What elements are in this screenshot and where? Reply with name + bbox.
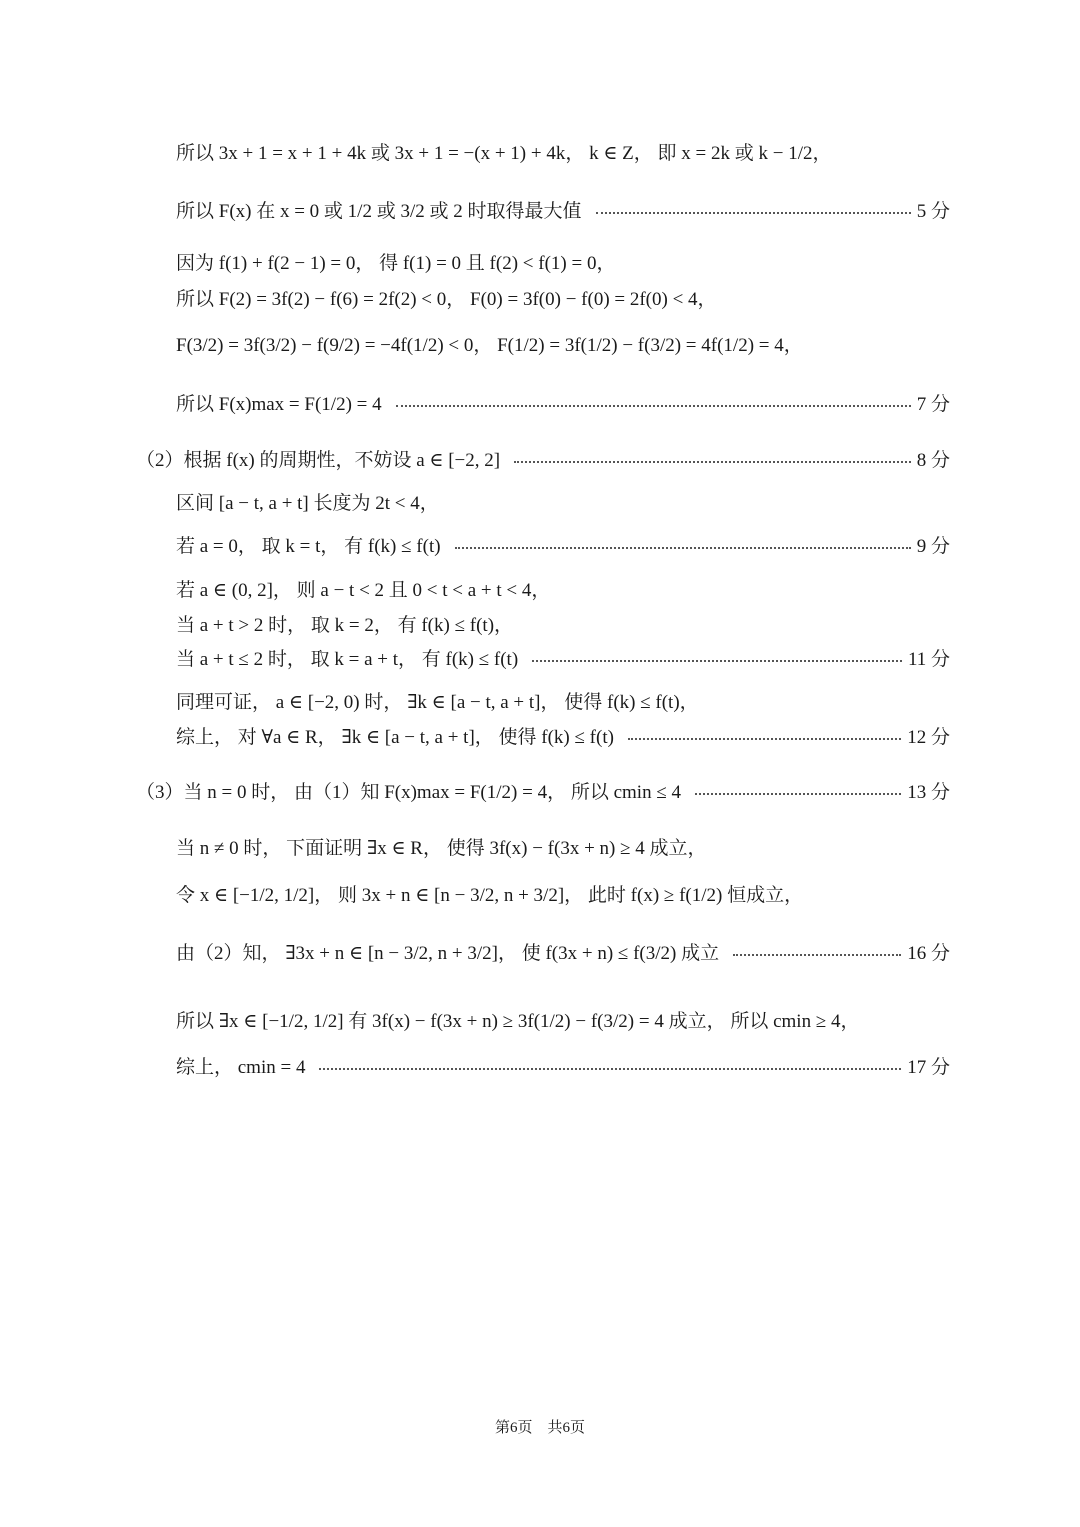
- line-20: [176, 1052, 950, 1079]
- line-10: [176, 575, 950, 602]
- score-mark: 7 分: [916, 394, 950, 415]
- line-text: 所以 3x + 1 = x + 1 + 4k 或 3x + 1 = −(x + 1) + 4k， k ∈ Z， 即 x = 2k 或 k − 1/2，: [176, 143, 832, 164]
- line-text: 综上， 对 ∀a ∈ R， ∃k ∈ [a − t, a + t]， 使得 f(k) ≤ f(t): [176, 727, 614, 748]
- line-3: [176, 248, 950, 275]
- line-text: 所以 F(x) 在 x = 0 或 1/2 或 3/2 或 2 时取得最大值: [176, 201, 582, 222]
- dot-leader: [319, 1068, 901, 1070]
- line-11: [176, 610, 950, 637]
- dot-leader: [532, 660, 902, 662]
- line-text: （3）当 n = 0 时， 由（1）知 F(x)max = F(1/2) = 4， 所以 cmin ≤ 4: [136, 782, 681, 803]
- score-mark: 12 分: [907, 727, 950, 748]
- line-text: 若 a ∈ (0, 2]， 则 a − t < 2 且 0 < t < a + t < 4，: [176, 580, 551, 601]
- dot-leader: [628, 738, 901, 740]
- line-text: 当 n ≠ 0 时， 下面证明 ∃x ∈ R， 使得 3f(x) − f(3x + n) ≥ 4 成立，: [176, 838, 707, 859]
- score-mark: 17 分: [907, 1057, 950, 1078]
- line-text: 同理可证， a ∈ [−2, 0) 时， ∃k ∈ [a − t, a + t]， 使得 f(k) ≤ f(t)，: [176, 692, 699, 713]
- line-2: [176, 196, 950, 223]
- dot-leader: [455, 547, 911, 549]
- dot-leader: [596, 212, 911, 214]
- score-mark: 5 分: [916, 201, 950, 222]
- line-text: 因为 f(1) + f(2 − 1) = 0， 得 f(1) = 0 且 f(2) < f(1) = 0，: [176, 253, 616, 274]
- line-text: 令 x ∈ [−1/2, 1/2]， 则 3x + n ∈ [n − 3/2, n + 3/2]， 此时 f(x) ≥ f(1/2) 恒成立，: [176, 885, 804, 906]
- line-text: （2）根据 f(x) 的周期性，不妨设 a ∈ [−2, 2]: [136, 450, 501, 471]
- line-1: [176, 138, 950, 165]
- dot-leader: [396, 405, 911, 407]
- line-6: [176, 389, 950, 416]
- line-4: [176, 284, 950, 311]
- dot-leader: [514, 461, 911, 463]
- line-14: [176, 722, 950, 749]
- line-9: [176, 531, 950, 558]
- page-footer: 第6页 共6页: [494, 1420, 585, 1436]
- line-text: 由（2）知， ∃3x + n ∈ [n − 3/2, n + 3/2]， 使 f(3x + n) ≤ f(3/2) 成立: [176, 943, 720, 964]
- line-7: [136, 445, 950, 472]
- line-13: [176, 687, 950, 714]
- line-19: [176, 1006, 950, 1033]
- dot-leader: [733, 954, 901, 956]
- line-8: [176, 488, 950, 515]
- line-18: [176, 938, 950, 965]
- score-mark: 11 分: [907, 649, 950, 670]
- line-5: [176, 330, 950, 357]
- line-text: 所以 ∃x ∈ [−1/2, 1/2] 有 3f(x) − f(3x + n) ≥ 3f(1/2) − f(3/2) = 4 成立， 所以 cmin ≥ 4，: [176, 1011, 860, 1032]
- line-text: 综上， cmin = 4: [176, 1057, 306, 1078]
- line-15: [136, 777, 950, 804]
- line-text: 区间 [a − t, a + t] 长度为 2t < 4，: [176, 493, 439, 514]
- score-mark: 16 分: [907, 943, 950, 964]
- score-mark: 9 分: [916, 536, 950, 557]
- score-mark: 13 分: [907, 782, 950, 803]
- line-17: [176, 880, 950, 907]
- line-text: 当 a + t > 2 时， 取 k = 2， 有 f(k) ≤ f(t)，: [176, 615, 514, 636]
- line-text: F(3/2) = 3f(3/2) − f(9/2) = −4f(1/2) < 0， F(1/2) = 3f(1/2) − f(3/2) = 4f(1/2) = 4，: [176, 335, 803, 356]
- line-text: 当 a + t ≤ 2 时， 取 k = a + t， 有 f(k) ≤ f(t): [176, 649, 519, 670]
- line-text: 若 a = 0， 取 k = t， 有 f(k) ≤ f(t): [176, 536, 441, 557]
- line-12: [176, 644, 950, 671]
- line-text: 所以 F(x)max = F(1/2) = 4: [176, 394, 382, 415]
- line-16: [176, 833, 950, 860]
- score-mark: 8 分: [916, 450, 950, 471]
- line-text: 所以 F(2) = 3f(2) − f(6) = 2f(2) < 0， F(0) = 3f(0) − f(0) = 2f(0) < 4，: [176, 289, 717, 310]
- dot-leader: [695, 793, 901, 795]
